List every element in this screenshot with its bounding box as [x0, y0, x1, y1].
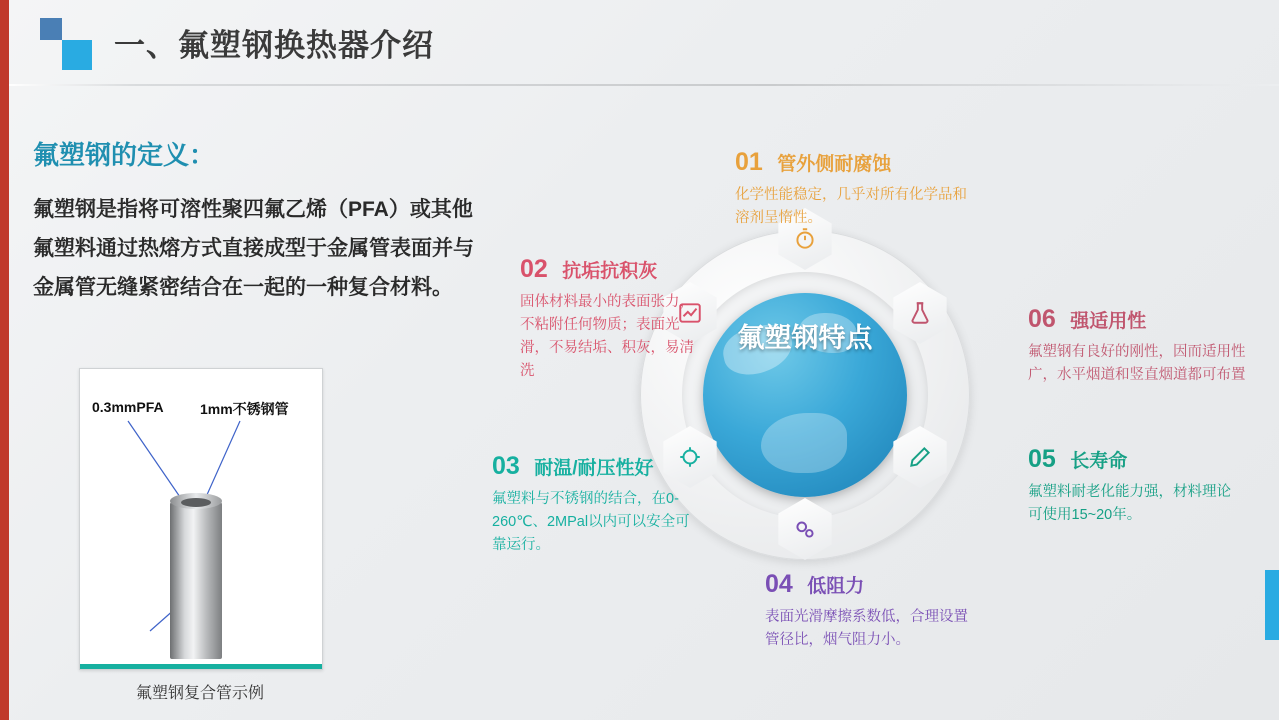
pencil-icon: [907, 444, 933, 470]
tube-inner-hole: [181, 498, 211, 507]
definition-body: 氟塑钢是指将可溶性聚四氟乙烯（PFA）或其他氟塑料通过热熔方式直接成型于金属管表面并与金属管无缝紧密结合在一起的一种复合材料。: [33, 198, 474, 299]
page-title: 一、氟塑钢换热器介绍: [114, 27, 434, 63]
header-decor-squares: [40, 18, 96, 66]
feature-head-03: 耐温/耐压性好: [534, 458, 654, 479]
photo-bottom-bar: [80, 664, 322, 669]
left-color-bar: [0, 0, 9, 720]
feature-item-06: [1028, 305, 1258, 387]
feature-item-01: [735, 148, 975, 230]
photo-label-pfa: 0.3mmPFA: [92, 399, 164, 415]
definition-title: 氟塑钢的定义：: [33, 140, 216, 170]
feature-number-01: 01: [735, 148, 763, 176]
photo-caption: 氟塑钢复合管示例: [135, 685, 264, 702]
sample-photo: [79, 368, 323, 670]
feature-body-06: 氟塑钢有良好的刚性，因而适用性广，水平烟道和竖直烟道都可布置: [1028, 344, 1246, 383]
header-divider: [9, 84, 1279, 86]
feature-head-06: 强适用性: [1070, 311, 1147, 332]
feature-body-03: 氟塑料与不锈钢的结合，在0-260℃、2MPal以内可以安全可靠运行。: [492, 491, 690, 553]
flask-icon: [907, 300, 933, 326]
feature-number-04: 04: [765, 570, 793, 598]
slide-header: [40, 18, 434, 66]
feature-number-05: 05: [1028, 445, 1056, 473]
feature-head-02: 抗垢抗积灰: [562, 261, 658, 282]
decor-square-dark: [40, 18, 62, 40]
feature-body-04: 表面光滑摩擦系数低，合理设置管径比，烟气阻力小。: [765, 609, 968, 648]
feature-item-03: [492, 452, 692, 557]
gears-icon: [792, 516, 818, 542]
tube-body: [170, 499, 222, 659]
feature-item-05: [1028, 445, 1243, 527]
feature-body-01: 化学性能稳定，几乎对所有化学品和溶剂呈惰性。: [735, 187, 967, 226]
decor-square-blue: [62, 40, 92, 70]
photo-label-steel: 1mm不锈钢管: [200, 401, 289, 417]
feature-number-02: 02: [520, 255, 548, 283]
feature-head-05: 长寿命: [1070, 451, 1128, 472]
hex-node-06: [889, 282, 951, 344]
feature-item-04: [765, 570, 975, 652]
feature-head-04: 低阻力: [807, 576, 865, 597]
feature-item-02: [520, 255, 700, 383]
diagram-center-label: 氟塑钢特点: [737, 323, 873, 353]
globe-continent-3: [761, 413, 847, 473]
feature-head-01: 管外侧耐腐蚀: [777, 154, 892, 175]
hex-node-04: [774, 498, 836, 560]
right-accent-bar: [1265, 570, 1279, 640]
feature-number-03: 03: [492, 452, 520, 480]
hex-node-05: [889, 426, 951, 488]
feature-body-02: 固体材料最小的表面张力，不粘附任何物质；表面光滑，不易结垢、积灰，易清洗: [520, 294, 694, 379]
feature-body-05: 氟塑料耐老化能力强，材料理论可使用15~20年。: [1028, 484, 1231, 523]
feature-number-06: 06: [1028, 305, 1056, 333]
